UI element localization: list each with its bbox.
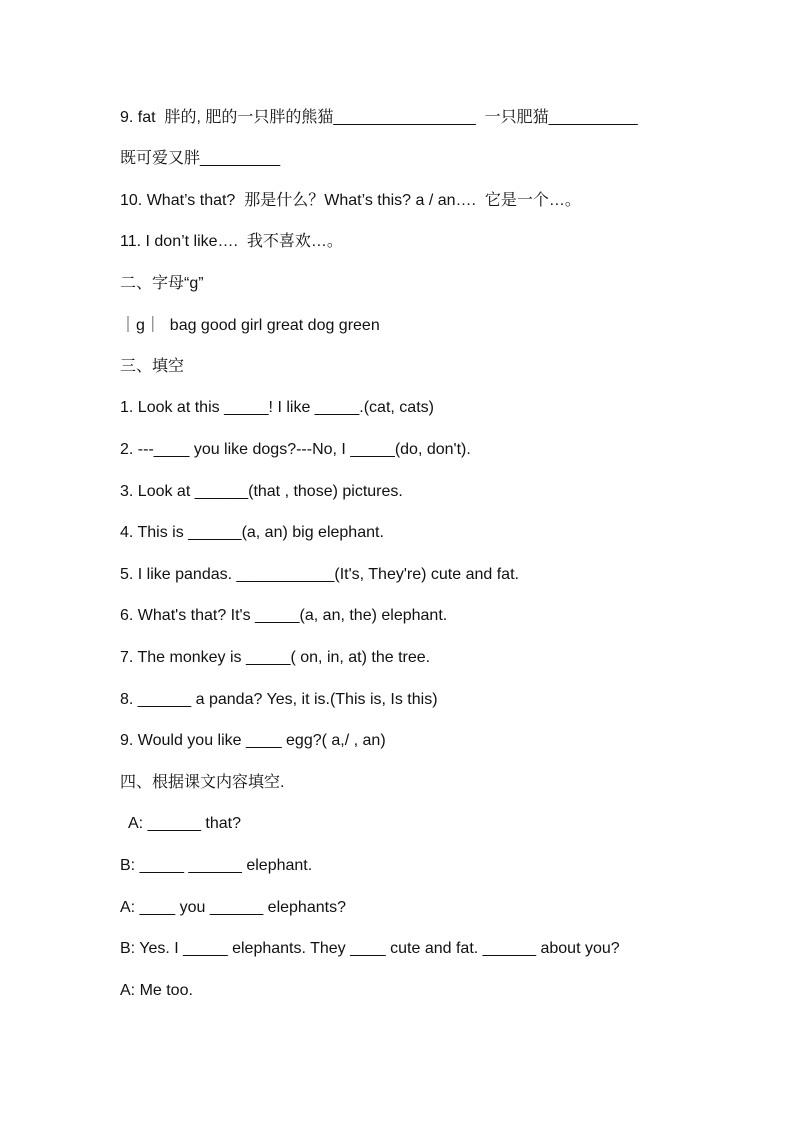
dialogue-line-1: A: ______ that? [120,815,241,832]
exercise-item-6: 6. What's that? It's _____(a, an, the) elephant. [120,607,448,624]
dialogue-line-2: B: _____ ______ elephant. [120,857,313,874]
exercise-item-4: 4. This is ______(a, an) big elephant. [120,524,384,541]
exercise-item-7: 7. The monkey is _____( on, in, at) the tree. [120,649,431,666]
vocab-item-9-continued: 既可爱又胖_________ [120,150,281,167]
section-heading-letter-g: 二、字母“g” [120,275,204,292]
section-heading-text-fill: 四、根据课文内容填空. [120,774,285,791]
vocab-item-10: 10. What’s that? 那是什么？What’s this? a / an…. 它是一个…。 [120,192,581,209]
letter-g-words: ｜g｜ bag good girl great dog green [120,317,380,334]
dialogue-line-4: B: Yes. I _____ elephants. They ____ cute and fat. ______ about you? [120,940,620,957]
dialogue-line-5: A: Me too. [120,982,193,999]
section-heading-fill-blanks: 三、填空 [120,358,185,375]
exercise-item-1: 1. Look at this _____! I like _____.(cat, cats) [120,399,434,416]
exercise-item-5: 5. I like pandas. ___________(It's, They're) cute and fat. [120,566,519,583]
exercise-item-8: 8. ______ a panda? Yes, it is.(This is, Is this) [120,691,438,708]
exercise-item-2: 2. ---____ you like dogs?---No, I _____(do, don't). [120,441,471,458]
vocab-item-11: 11. I don’t like…. 我不喜欢…。 [120,233,343,250]
dialogue-line-3: A: ____ you ______ elephants? [120,899,346,916]
exercise-item-3: 3. Look at ______(that , those) pictures. [120,483,403,500]
vocab-item-9: 9. fat 胖的, 肥的一只胖的熊猫________________ 一只肥猫__________ [120,109,638,126]
exercise-item-9: 9. Would you like ____ egg?( a,/ , an) [120,732,386,749]
